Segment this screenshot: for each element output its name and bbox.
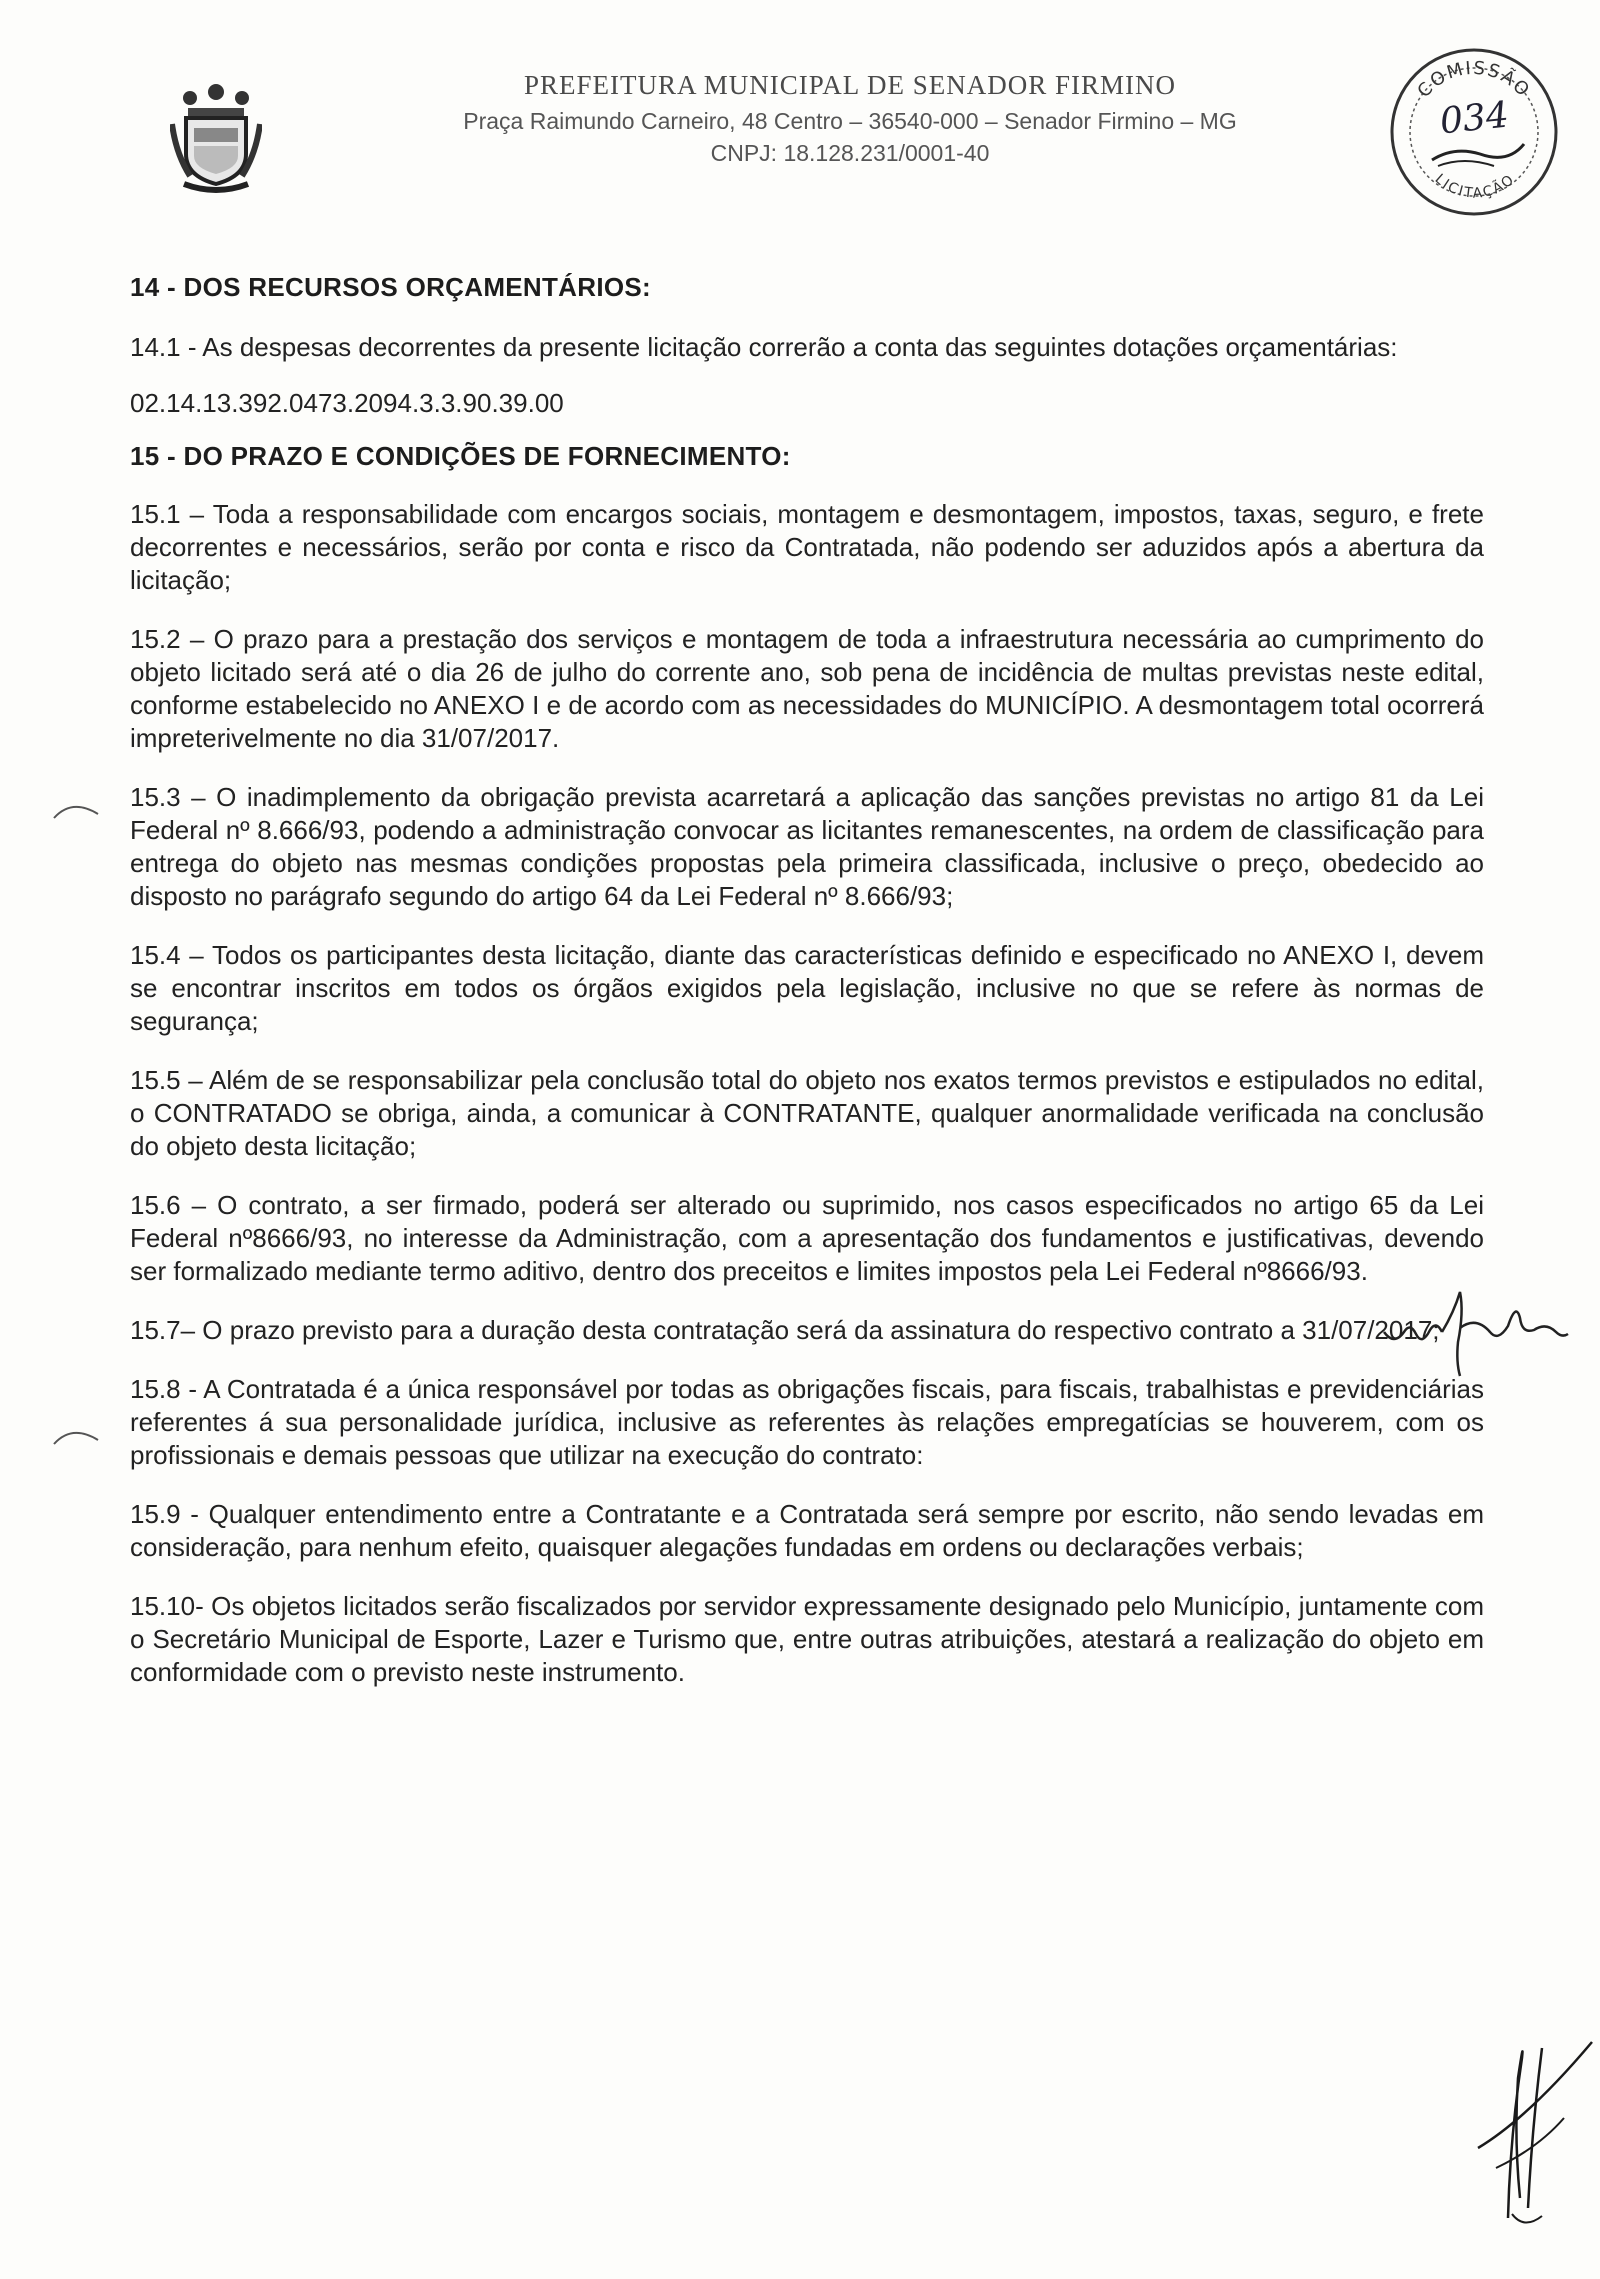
clause-15-5: 15.5 – Além de se responsabilizar pela conclusão total do objeto nos exatos termos previstos e estipulados no edital, o CONTRATADO se obriga, ainda, a comunicar à CONTRATANTE, qualquer anormalidade verificada na conclusão do objeto desta licitação; [130, 1065, 1484, 1161]
signature-icon [1468, 2018, 1598, 2238]
margin-mark-icon [52, 1424, 102, 1450]
budget-allocation-code: 02.14.13.392.0473.2094.3.3.90.39.00 [130, 388, 564, 418]
clause-15-2: 15.2 – O prazo para a prestação dos serviços e montagem de toda a infraestrutura necessária ao cumprimento do objeto licitado será até o dia 26 de julho do corrente ano, sob pena de incidência de multas previstas neste edital, conforme estabelecido no ANEXO I e de acordo com as necessidades do MUNICÍPIO. A desmontagem total ocorrerá impreterivelmente no dia 31/07/2017. [130, 624, 1484, 753]
clause-15-3: 15.3 – O inadimplemento da obrigação prevista acarretará a aplicação das sanções previstas no artigo 81 da Lei Federal nº 8.666/93, podendo a administração convocar as licitantes remanescentes, na ordem de classificação para entrega do objeto nas mesmas condições propostas pela primeira classificada, inclusive o preço, obedecido ao disposto no parágrafo segundo do artigo 64 da Lei Federal nº 8.666/93; [130, 782, 1484, 911]
section-heading-terms: 15 - DO PRAZO E CONDIÇÕES DE FORNECIMENTO: [130, 441, 791, 471]
organization-address: Praça Raimundo Carneiro, 48 Centro – 36540-000 – Senador Firmino – MG [463, 108, 1237, 134]
svg-text:LICITAÇÃO [1432, 171, 1519, 202]
organization-name: PREFEITURA MUNICIPAL DE SENADOR FIRMINO [523, 70, 1177, 100]
municipal-crest-icon [170, 84, 262, 194]
clause-15-7: 15.7– O prazo previsto para a duração desta contratação será da assinatura do respectivo contrato a 31/07/2017; [130, 1315, 1440, 1345]
clause-15-4: 15.4 – Todos os participantes desta licitação, diante das características definido e especificado no ANEXO I, devem se encontrar inscritos em todos os órgãos exigidos pela legislação, inclusive no que se refere às normas de segurança; [130, 940, 1484, 1036]
clause-15-6: 15.6 – O contrato, a ser firmado, poderá ser alterado ou suprimido, nos casos especificados no artigo 65 da Lei Federal nº8666/93, no interesse da Administração, com a apresentação dos fundamentos e justificativas, devendo ser formalizado mediante termo aditivo, dentro dos preceitos e limites impostos pela Lei Federal nº8666/93. [130, 1190, 1484, 1286]
document-body [130, 270, 1484, 1689]
handwritten-initials-icon [1380, 1272, 1570, 1382]
svg-text:COMISSÃO [1413, 58, 1534, 102]
organization-cnpj: CNPJ: 18.128.231/0001-40 [710, 140, 990, 166]
margin-mark-icon [52, 798, 102, 824]
letterhead [300, 70, 1400, 169]
stamp-top-text: COMISSÃO [1413, 57, 1535, 102]
stamp-number: 034 [1438, 94, 1511, 143]
stamp-bottom-text: LICITAÇÃO [1431, 171, 1519, 202]
clause-15-9: 15.9 - Qualquer entendimento entre a Contratante e a Contratada será sempre por escrito, não sendo levadas em consideração, para nenhum efeito, quaisquer alegações fundadas em ordens ou declarações verbais; [130, 1499, 1484, 1562]
clause-15-1: 15.1 – Toda a responsabilidade com encargos sociais, montagem e desmontagem, impostos, taxas, seguro, e frete decorrentes e necessários, serão por conta e risco da Contratada, não podendo ser aduzidos após a abertura da licitação; [130, 499, 1484, 595]
clause-15-10: 15.10- Os objetos licitados serão fiscalizados por servidor expressamente designado pelo Município, juntamente com o Secretário Municipal de Esporte, Lazer e Turismo que, entre outras atribuições, atestará a realização do objeto em conformidade com o previsto neste instrumento. [130, 1591, 1484, 1687]
clause-15-8: 15.8 - A Contratada é a única responsável por todas as obrigações fiscais, para fiscais, trabalhistas e previdenciárias referentes á sua personalidade jurídica, inclusive as referentes às relações empregatícias se houverem, com os profissionais e demais pessoas que utilizar na execução do contrato: [130, 1374, 1484, 1470]
section-heading-budget: 14 - DOS RECURSOS ORÇAMENTÁRIOS: [130, 272, 651, 302]
clause-14-1: 14.1 - As despesas decorrentes da presente licitação correrão a conta das seguintes dotações orçamentárias: [130, 332, 1398, 362]
